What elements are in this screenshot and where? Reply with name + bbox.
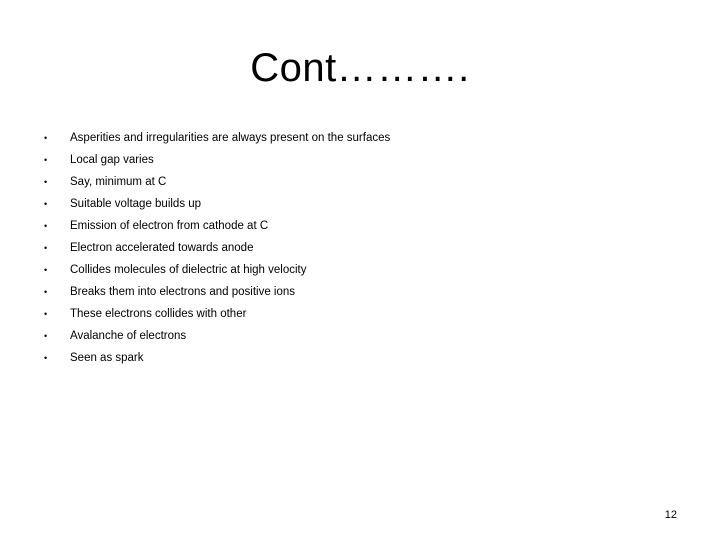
bullet-text: Collides molecules of dielectric at high velocity	[70, 264, 307, 276]
list-item	[0, 325, 720, 347]
bullet-text: Breaks them into electrons and positive ions	[70, 286, 296, 298]
bullet-dot-icon: •	[44, 331, 48, 341]
list-item	[0, 193, 720, 215]
page-number: 12	[664, 509, 677, 521]
bullet-dot-icon: •	[44, 177, 48, 187]
list-item	[0, 127, 720, 149]
bullet-text: Electron accelerated towards anode	[70, 242, 254, 254]
bullet-text: These electrons collides with other	[70, 308, 247, 320]
list-item	[0, 347, 720, 369]
bullet-dot-icon: •	[44, 309, 48, 319]
bullet-dot-icon: •	[44, 155, 48, 165]
bullet-dot-icon: •	[44, 353, 48, 363]
list-item	[0, 259, 720, 281]
bullet-dot-icon: •	[44, 287, 48, 297]
bullet-dot-icon: •	[44, 265, 48, 275]
bullet-text: Local gap varies	[70, 154, 154, 166]
bullet-dot-icon: •	[44, 133, 48, 143]
list-item	[0, 149, 720, 171]
bullet-text: Avalanche of electrons	[70, 330, 187, 342]
bullet-dot-icon: •	[44, 199, 48, 209]
list-item	[0, 237, 720, 259]
bullet-dot-icon: •	[44, 221, 48, 231]
bullet-text: Emission of electron from cathode at C	[70, 220, 269, 232]
bullet-list	[0, 127, 720, 369]
bullet-text: Say, minimum at C	[70, 176, 167, 188]
list-item	[0, 171, 720, 193]
list-item	[0, 303, 720, 325]
slide-title: Cont……….	[250, 46, 470, 90]
list-item	[0, 215, 720, 237]
bullet-text: Seen as spark	[70, 352, 144, 364]
list-item	[0, 281, 720, 303]
bullet-text: Asperities and irregularities are always present on the surfaces	[70, 132, 391, 144]
bullet-text: Suitable voltage builds up	[70, 198, 202, 210]
bullet-dot-icon: •	[44, 243, 48, 253]
